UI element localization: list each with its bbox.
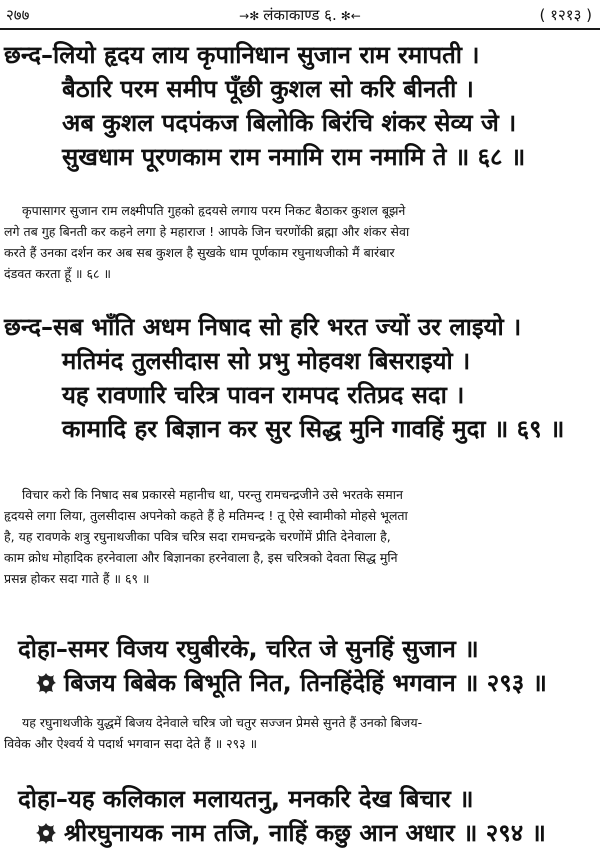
verse-line: दोहा–समर विजय रघुबीरके, चरित जे सुनहिं सुजान ॥ xyxy=(18,635,479,663)
verse-line: दोहा–यह कलिकाल मलायतनु, मनकरि देख बिचार ॥ xyxy=(18,785,474,813)
page-header xyxy=(0,0,600,32)
commentary-line: विवेक और ऐश्वर्य ये पदार्थ भगवान सदा देते हैं ॥ २९३ ॥ xyxy=(4,736,258,751)
commentary-line: काम क्रोध मोहादिक हरनेवाला और बिज्ञानका हरनेवाला है, इस चरित्रको देवता सिद्ध मुनि xyxy=(4,550,398,565)
verse-line-text: बिजय बिबेक बिभूति नित, तिनहिंदेहिं भगवान ॥ २९३ ॥ xyxy=(64,669,547,697)
commentary-line: कृपासागर सुजान राम लक्ष्मीपति गुहको हृदयसे लगाय परम निकट बैठाकर कुशल बूझने xyxy=(22,203,406,218)
commentary-line: करते हैं उनका दर्शन कर अब सब कुशल है सुखके धाम पूर्णकाम रघुनाथजीको मैं बारंबार xyxy=(4,245,395,260)
chhand-68 xyxy=(0,38,600,174)
chapter-title: लंकाकाण्ड ६. xyxy=(263,6,337,24)
verse-line xyxy=(0,666,600,700)
commentary-line: हृदयसे लगा लिया, तुलसीदास अपनेको कहते हैं हे मतिमन्द ! तू ऐसे स्वामीको मोहसे भूलता xyxy=(4,508,408,523)
verse-line: यह रावणारि चरित्र पावन रामपद रतिप्रद सदा । xyxy=(62,381,465,409)
verse-line: कामादि हर बिज्ञान कर सुर सिद्ध मुनि गावहिं मुदा ॥ ६९ ॥ xyxy=(62,415,565,443)
commentary-line: प्रसन्न होकर सदा गाते हैं ॥ ६९ ॥ xyxy=(4,571,150,586)
flower-ornament-icon xyxy=(34,821,58,845)
header-verse-reference: ( १२१३ ) xyxy=(539,6,592,24)
doha-294 xyxy=(0,782,600,850)
verse-line: अब कुशल पदपंकज बिलोकि बिरंचि शंकर सेव्य जे । xyxy=(62,109,517,137)
doha-293 xyxy=(0,632,600,700)
chhand-69 xyxy=(0,310,600,446)
verse-line-text: श्रीरघुनायक नाम तजि, नाहिं कछु आन अधार ॥ २९४ ॥ xyxy=(64,819,546,847)
page-number: २७७ xyxy=(6,6,30,24)
commentary-line: लगे तब गुह बिनती कर कहने लगा हे महाराज ! आपके जिन चरणोंकी ब्रह्मा और शंकर सेवा xyxy=(4,224,410,239)
ornament-left: →✻ xyxy=(239,9,260,23)
commentary-line: यह रघुनाथजीके युद्धमें बिजय देनेवाले चरित्र जो चतुर सज्जन प्रेमसे सुनते हैं उनको बिजय- xyxy=(22,715,423,730)
verse-line: छन्द–सब भाँति अधम निषाद सो हरि भरत ज्यों उर लाइयो । xyxy=(4,313,522,341)
commentary-line: विचार करो कि निषाद सब प्रकारसे महानीच था, परन्तु रामचन्द्रजीने उसे भरतके समान xyxy=(22,487,403,502)
verse-line: मतिमंद तुलसीदास सो प्रभु मोहवश बिसराइयो । xyxy=(62,347,471,375)
ornament-right: ✻← xyxy=(340,9,361,23)
flower-ornament-icon xyxy=(34,671,58,695)
header-rule xyxy=(0,28,600,30)
commentary-68 xyxy=(0,200,600,284)
verse-line: छन्द–लियो हृदय लाय कृपानिधान सुजान राम रमापती । xyxy=(4,41,480,69)
running-head xyxy=(0,6,600,25)
commentary-69 xyxy=(0,484,600,589)
commentary-293 xyxy=(0,712,600,754)
verse-line: सुखधाम पूरणकाम राम नमामि राम नमामि ते ॥ ६८ ॥ xyxy=(62,143,526,171)
verse-line xyxy=(0,816,600,850)
commentary-line: है, यह रावणके शत्रु रघुनाथजीका पवित्र चरित्र सदा रामचन्द्रके चरणोंमें प्रीति देनेवाला है, xyxy=(4,529,391,544)
commentary-line: दंडवत करता हूँ ॥ ६८ ॥ xyxy=(4,266,111,281)
verse-line: बैठारि परम समीप पूँछी कुशल सो करि बीनती । xyxy=(62,75,474,103)
